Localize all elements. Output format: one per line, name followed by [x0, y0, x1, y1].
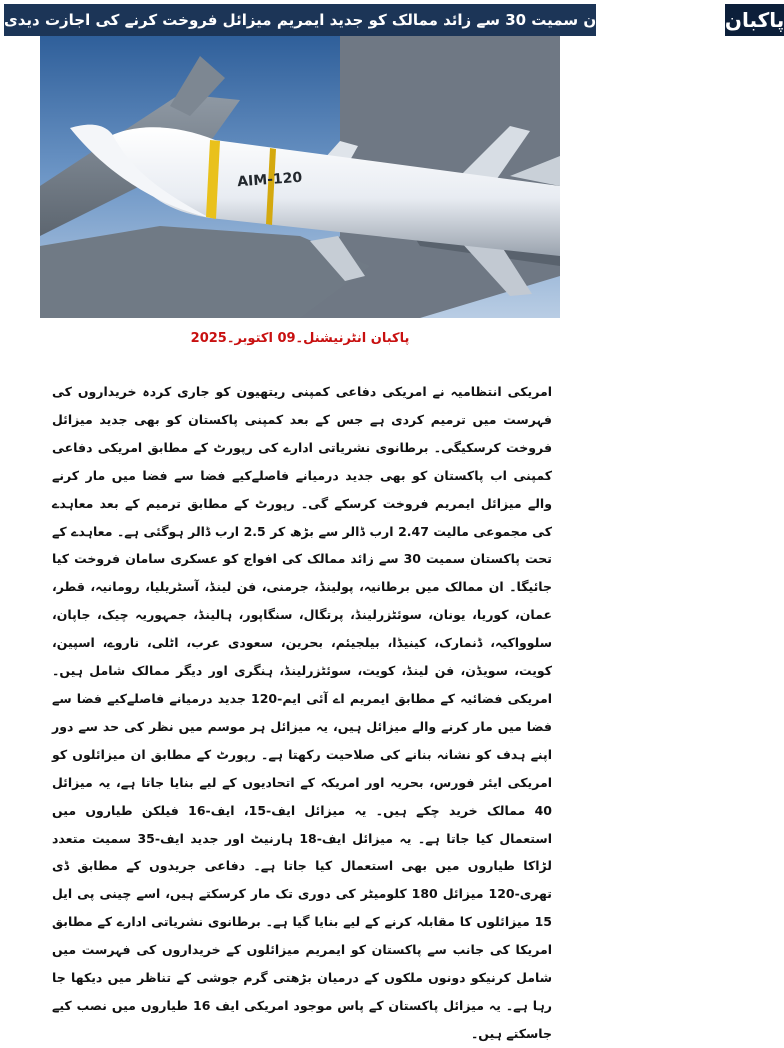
missile-photo: [40, 36, 560, 318]
headline-bar: [4, 4, 784, 36]
dateline: پاکبان انٹرنیشنل۔09 اکتوبر۔2025: [190, 331, 410, 346]
article-body: [52, 378, 552, 1048]
brand-badge: پاکبان: [723, 4, 784, 36]
article-paragraph: امریکی انتظامیہ نے امریکی دفاعی کمپنی ریتھیون کو جاری کردہ خریداروں کی فہرست میں ترمیم کردی ہے جس کے بعد کمپنی پاکستان کو بھی جدید میزائل فروخت کرسکیگی۔ برطانوی نشریاتی ادارے کی رپورٹ کے مطابق امریکی دفاعی کمپنی اب پاکستان کو بھی جدید درمیانے فاصلےکیے فضا سے فضا میں مار کرنے والے میزائل ایمریم فروخت کرسکے گی۔ رپورٹ کے مطابق ترمیم کے بعد معاہدے کی مجموعی مالیت 2.47 ارب ڈالر سے بڑھ کر 2.5 ارب ڈالر ہوگئی ہے۔ معاہدے کے تحت پاکستان سمیت 30 سے زائد ممالک کی افواج کو عسکری سامان فروخت کیا جائیگا۔ ان ممالک میں برطانیہ، پولینڈ، جرمنی، فن لینڈ، آسٹریلیا، رومانیہ، قطر، عمان، کوریا، یونان، سوئٹزرلینڈ، پرتگال، سنگاپور، ہالینڈ، جمہوریہ چیک، جاپان، سلوواکیہ، ڈنمارک، کینیڈا، بیلجیئم، بحرین، سعودی عرب، اٹلی، ناروے، اسپین، کویت، سویڈن، فن لینڈ، کویت، سوئٹزرلینڈ، ہنگری اور دیگر ممالک شامل ہیں۔ امریکی فضائیہ کے مطابق ایمریم اے آئی ایم-120 جدید درمیانے فاصلےکیے فضا سے فضا میں مار کرنے والے میزائل ہیں، یہ میزائل ہر موسم میں نظر کی حد سے دور اپنے ہدف کو نشانہ بنانے کی صلاحیت رکھتا ہے۔ رپورٹ کے مطابق ان میزائلوں کو امریکی ایئر فورس، بحریہ اور امریکہ کے اتحادیوں کے لیے بنایا جاتا ہے، یہ میزائل 40 ممالک خرید چکے ہیں۔ یہ میزائل ایف-15، ایف-16 فیلکن طیاروں میں استعمال کیا جاتا ہے۔ یہ میزائل ایف-18 ہارنیٹ اور جدید ایف-35 سمیت متعدد لڑاکا طیاروں میں بھی استعمال کیا جاتا ہے۔ دفاعی جریدوں کے مطابق ڈی تھری-120 میزائل 180 کلومیٹر کی دوری تک مار کرسکتے ہیں، اسے چینی پی ایل 15 میزائلوں کا مقابلہ کرنے کے لیے بنایا گیا ہے۔ برطانوی نشریاتی ادارے کے مطابق امریکا کی جانب سے پاکستان کو ایمریم میزائلوں کے خریداروں کی فہرست میں شامل کرنیکو دونوں ملکوں کے درمیان بڑھتی گرم جوشی کے تناظر میں دیکھا جا رہا ہے۔ یہ میزائل پاکستان کے پاس موجود امریکی ایف 16 طیاروں میں نصب کیے جاسکتے ہیں۔: [52, 384, 552, 1041]
headline-title: امریکہ نے پاکستان سمیت 30 سے زائد ممالک کو جدید ایمریم میزائل فروخت کرنے کی اجازت دیدی: [4, 11, 715, 29]
missile-marking: AIM-120: [236, 169, 303, 191]
